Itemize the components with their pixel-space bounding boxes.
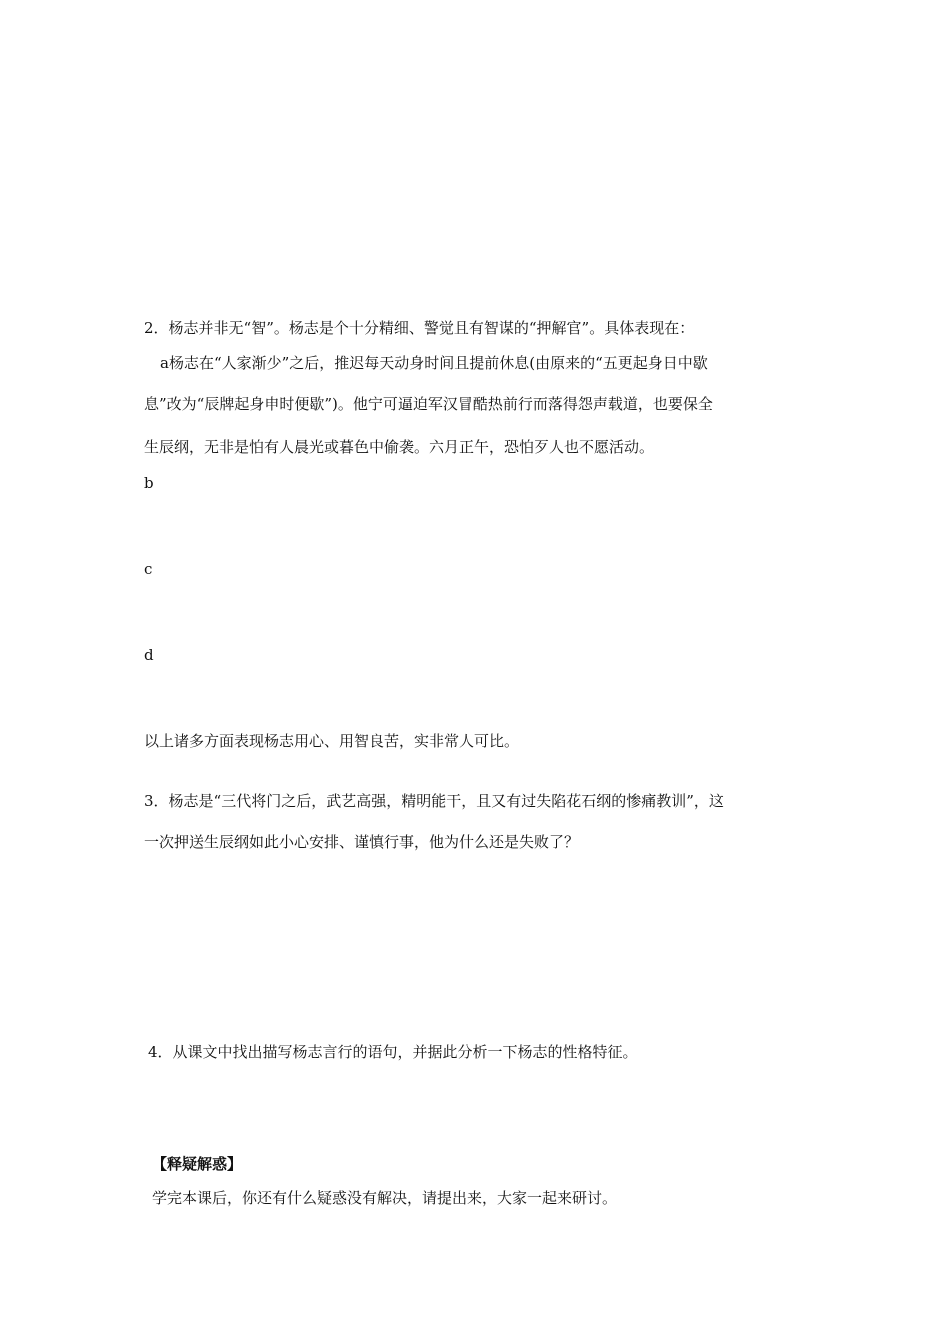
q2-point-d-label: d	[144, 646, 154, 664]
section-text: 学完本课后，你还有什么疑惑没有解决，请提出来，大家一起来研讨。	[152, 1189, 618, 1207]
q2-heading: 2．杨志并非无“智”。杨志是个十分精细、警觉且有智谋的“押解官”。具体表现在：	[144, 319, 695, 337]
q2-point-a-line2: 息”改为“辰牌起身申时便歇”)。他宁可逼迫军汉冒酷热前行而落得怨声载道，也要保全	[144, 395, 713, 413]
section-title: 【释疑解惑】	[152, 1155, 243, 1173]
q4-text: 4．从课文中找出描写杨志言行的语句，并据此分析一下杨志的性格特征。	[148, 1043, 638, 1061]
q2-point-c-label: c	[144, 560, 153, 578]
q3-line2: 一次押送生辰纲如此小心安排、谨慎行事，他为什么还是失败了？	[144, 833, 580, 851]
q2-summary: 以上诸多方面表现杨志用心、用智良苦，实非常人可比。	[144, 732, 520, 750]
q2-point-b-label: b	[144, 474, 154, 492]
q2-point-a-line1: a杨志在“人家渐少”之后，推迟每天动身时间且提前休息(由原来的“五更起身日中歇	[160, 354, 708, 372]
q3-line1: 3．杨志是“三代将门之后，武艺高强，精明能干，且又有过失陷花石纲的惨痛教训”，这	[144, 792, 724, 810]
q2-point-a-line3: 生辰纲，无非是怕有人晨光或暮色中偷袭。六月正午，恐怕歹人也不愿活动。	[144, 438, 655, 456]
